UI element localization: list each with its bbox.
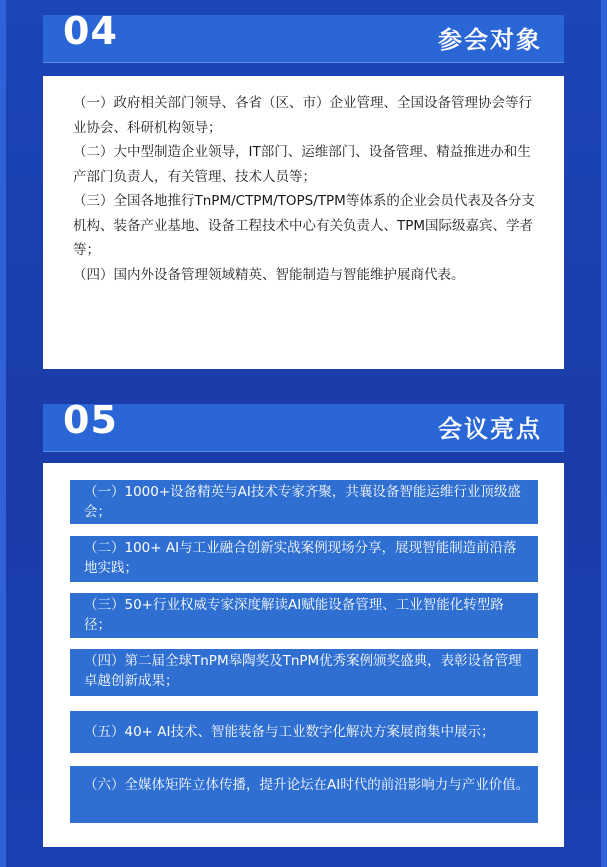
section-05-header xyxy=(43,398,564,452)
right-edge-stripe xyxy=(601,0,607,867)
attendee-item: （四）国内外设备管理领域精英、智能制造与智能维护展商代表。 xyxy=(73,266,465,283)
highlight-item: （三）50+行业权威专家深度解读AI赋能设备管理、工业智能化转型路径； xyxy=(70,593,538,638)
section-04-title: 参会对象 xyxy=(438,26,542,54)
highlight-item: （四）第二届全球TnPM皋陶奖及TnPM优秀案例颁奖盛典，表彰设备管理卓越创新成果； xyxy=(70,649,538,696)
highlight-item: （六）全媒体矩阵立体传播，提升论坛在AI时代的前沿影响力与产业价值。 xyxy=(70,766,538,823)
attendees-card xyxy=(43,76,564,369)
section-04-number: 04 xyxy=(63,9,118,53)
highlight-item: （二）100+ AI与工业融合创新实战案例现场分享，展现智能制造前沿落地实践； xyxy=(70,536,538,582)
section-05-number: 05 xyxy=(63,398,118,442)
highlight-item: （一）1000+设备精英与AI技术专家齐聚，共襄设备智能运维行业顶级盛会； xyxy=(70,480,538,524)
left-edge-stripe xyxy=(0,0,6,867)
section-05-title: 会议亮点 xyxy=(438,415,542,443)
attendee-item: （二）大中型制造企业领导，IT部门、运维部门、设备管理、精益推进办和生产部门负责人，有关管理、技术人员等； xyxy=(73,144,531,185)
highlight-item: （五）40+ AI技术、智能装备与工业数字化解决方案展商集中展示； xyxy=(70,711,538,753)
section-04-header xyxy=(43,9,564,63)
attendee-item: （三）全国各地推行TnPM/CTPM/TOPS/TPM等体系的企业会员代表及各分支机构、装备产业基地、设备工程技术中心有关负责人、TPM国际级嘉宾、学者等； xyxy=(73,193,535,258)
attendee-item: （一）政府相关部门领导、各省（区、市）企业管理、全国设备管理协会等行业协会、科研机构领导； xyxy=(73,95,532,136)
